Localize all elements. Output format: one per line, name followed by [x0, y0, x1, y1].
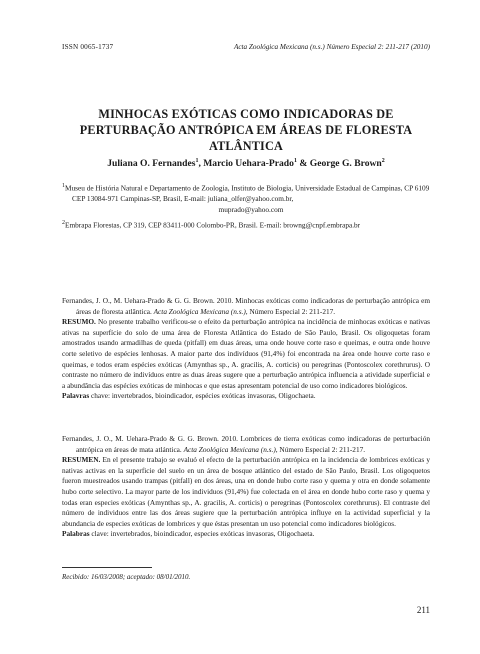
- author-affiliation-mark: 1: [195, 158, 199, 164]
- citation-issue: , Número Especial 2: 211-217.: [245, 306, 336, 316]
- title-line: MINHOCAS EXÓTICAS COMO INDICADORAS DE: [98, 107, 394, 121]
- affiliation: [62, 181, 430, 215]
- title-line: ATLÂNTICA: [208, 139, 284, 153]
- citation-title: 2010. Lombrices de tierra exóticas como indicadoras de perturbación antrópica en áreas de mata atlántica.: [76, 434, 430, 454]
- affiliation-text: Museu de História Natural e Departamento de Zoologia, Instituto de Biologia, Universidade Estadual de Campinas, CP 6109 CEP 13084-971 Campinas-SP, Brasil, E-mail: juliana_olfer@yahoo.com.br,: [65, 183, 430, 204]
- citation-journal: Acta Zoológica Mexicana (n.s.): [153, 306, 246, 316]
- author-affiliation-mark: 2: [381, 158, 385, 164]
- affiliation-number: 2: [62, 220, 65, 227]
- abstract-text: En el presente trabajo se evaluó el efecto de la perturbación antrópica en la incidencia de lombrices exóticas y nativas activas en la superficie del suelo en un área de bosque atlántico del estado de São Paulo, Brasil. Los oligoquetos fueron muestreados usando trampas (pitfall) en dos áreas, una en donde hubo corte raso y quema y otra en donde solamente hubo corte selectivo. La mayor parte de los individuos (91,4%) fue colectada en el área en donde hubo corte raso y quema y todas eran especies exóticas (Amynthas sp., A. gracilis, A. corticis) o peregrinas (Pontoscolex corethrurus). El contraste del número de individuos entre las dos áreas sugiere que la perturbación antrópica influye en la actividad superficial y la abundancia de especies exóticas de lombrices y que éstas presentan un uso potencial como indicadores biológicos.: [62, 455, 430, 528]
- abstract-body: [62, 317, 430, 391]
- citation-journal: Acta Zoológica Mexicana (n.s.): [183, 444, 276, 454]
- citation-issue: , Número Especial 2: 211-217.: [275, 444, 366, 454]
- citation-authors: Fernandes, J. O., M. Uehara-Prado & G. G. Brown.: [62, 434, 219, 443]
- citation: [62, 434, 430, 455]
- keywords-label: Palavras: [62, 391, 90, 401]
- citation-authors: Fernandes, J. O., M. Uehara-Prado & G. G. Brown.: [62, 296, 215, 305]
- running-head: [62, 43, 430, 53]
- affiliation-number: 1: [62, 183, 65, 189]
- journal-reference: Acta Zoológica Mexicana (n.s.) Número Especial 2: 211-217 (2010): [233, 43, 430, 51]
- citation-title: 2010. Minhocas exóticas como indicadoras de perturbação antrópica em áreas de floresta atlântica.: [76, 296, 431, 316]
- keywords-text: chave: invertebrados, bioindicador, espécies exóticas invasoras, Oligochaeta.: [89, 391, 316, 401]
- author-name: George G. Brown: [309, 158, 382, 170]
- abstract-spanish: [62, 434, 430, 540]
- author-separator: &: [296, 158, 310, 170]
- title-line: PERTURBAÇÃO ANTRÓPICA EM ÁREAS DE FLORESTA: [79, 123, 413, 137]
- affiliations: [62, 181, 430, 234]
- abstract-portuguese: [62, 296, 430, 402]
- affiliation-email: muprado@yahoo.com: [218, 204, 284, 214]
- issn: ISSN 0065-1737: [62, 43, 114, 51]
- citation: [62, 296, 430, 317]
- author-name: Marcio Uehara-Prado: [203, 158, 294, 170]
- received-date: Recibido: 16/03/2008; aceptado: 08/01/2010.: [62, 573, 191, 581]
- keywords-label: Palabras: [62, 529, 90, 539]
- page-number: 211: [416, 605, 430, 615]
- author-separator: ,: [198, 158, 204, 170]
- keywords: [62, 391, 430, 402]
- keywords-text: clave: invertebrados, bioindicador, especies exóticas invasoras, Oligochaeta.: [89, 529, 315, 539]
- author-name: Juliana O. Fernandes: [107, 158, 196, 170]
- abstract-label: RESUMO.: [62, 317, 96, 327]
- author-affiliation-mark: 1: [293, 158, 297, 164]
- abstract-body: [62, 455, 430, 529]
- keywords: [62, 529, 430, 540]
- abstract-label: RESUMEN.: [62, 455, 101, 465]
- footnote-divider: [62, 567, 152, 568]
- abstract-text: No presente trabalho verificou-se o efeito da perturbação antrópica na incidência de minhocas exóticas e nativas ativas na superfície do solo de uma área de Floresta Atlântica do Estado de São Paulo, Brasil. Os oligoquetas foram amostrados usando armadilhas de queda (pitfall) em duas áreas, uma onde houve corte raso e queimas, e outra onde houve corte seletivo de espécies lenhosas. A maior parte dos indivíduos (91,4%) foi encontrada na área onde houve corte raso e queimas, e todos eram espécies exóticas (Amynthas sp., A. gracilis, A. corticis) ou peregrinas (Pontoscolex corethrurus). O contraste no número de indivíduos entre as duas áreas sugere que a perturbação antrópica influencia a atividade superficial e a abundância das espécies exóticas de minhocas e que estas apresentam potencial de uso como indicadores biológicos.: [62, 317, 430, 390]
- article-title: [62, 106, 430, 154]
- affiliation: [62, 218, 430, 231]
- author-list: [62, 158, 430, 169]
- affiliation-text: Embrapa Florestas, CP 319, CEP 83411-000 Colombo-PR, Brasil. E-mail: browng@cnpf.embrapa.br: [65, 220, 361, 230]
